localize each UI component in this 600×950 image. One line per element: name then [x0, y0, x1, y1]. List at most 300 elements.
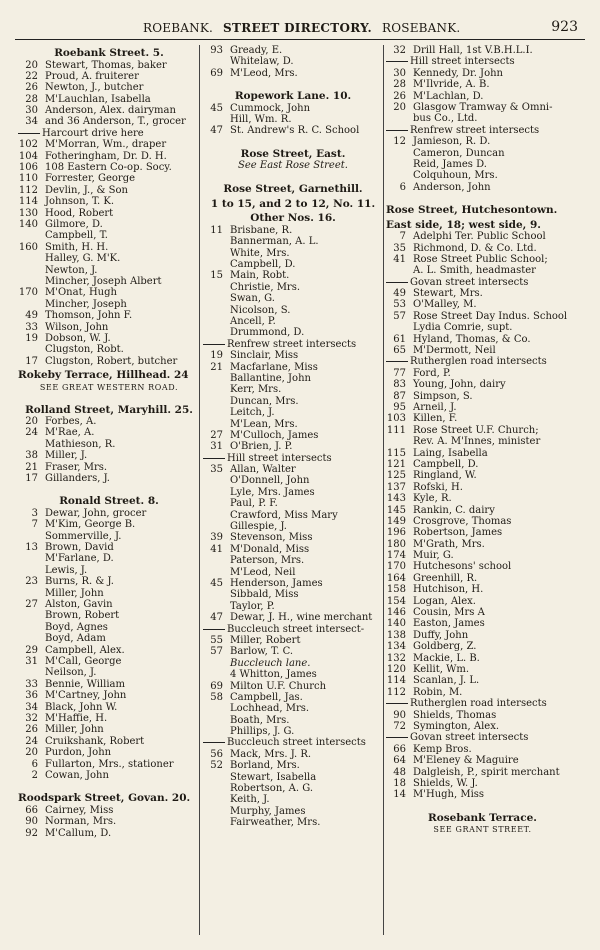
house-number: 35 — [210, 464, 223, 476]
resident-name: Brown, Robert — [45, 610, 120, 622]
resident-name: M'Rae, A. — [45, 427, 95, 439]
street-heading: Other Nos. 16. — [250, 212, 336, 225]
resident-name: Barlow, T. C. — [230, 646, 294, 658]
house-number: 103 — [386, 413, 406, 425]
intersection-line — [386, 277, 579, 288]
directory-entry — [203, 817, 383, 828]
house-number: 47 — [210, 612, 223, 624]
dash-rule — [386, 361, 408, 362]
house-number: 61 — [393, 333, 406, 345]
resident-name: Campbell, D. — [230, 259, 296, 271]
directory-entry — [18, 736, 200, 747]
directory-entry — [18, 633, 200, 644]
resident-name: Colquhoun, Mrs. — [413, 170, 498, 182]
intersection-text: Harcourt drive here — [42, 127, 144, 139]
house-number: 33 — [25, 321, 38, 333]
house-number: 21 — [210, 361, 223, 373]
house-number: 65 — [393, 345, 406, 357]
resident-name: and 36 Anderson, T., grocer — [45, 116, 186, 128]
resident-name: M'Leod, Mrs. — [230, 67, 298, 79]
resident-name: Drummond, D. — [230, 327, 305, 339]
resident-name: Mincher, Joseph — [45, 298, 127, 310]
directory-entry — [386, 596, 579, 607]
resident-name: Lyle, Mrs. James — [230, 486, 315, 498]
header-left: ROEBANK. — [143, 21, 213, 35]
directory-entry — [203, 555, 383, 566]
house-number: 52 — [210, 760, 223, 772]
directory-entry — [18, 565, 200, 576]
directory-entry — [18, 599, 200, 610]
house-number: 24 — [25, 427, 38, 439]
house-number: 2 — [31, 769, 38, 781]
intersection-text: Rutherglen road intersects — [410, 356, 547, 368]
directory-entry — [203, 692, 383, 703]
directory-entry — [18, 473, 200, 484]
directory-entry — [386, 653, 579, 664]
resident-name: M'Leod, Neil — [230, 566, 296, 578]
house-number: 69 — [210, 67, 223, 79]
directory-entry — [386, 789, 579, 800]
resident-name: M'Lachlan, D. — [413, 90, 484, 102]
resident-name: Shields, Thomas — [413, 709, 497, 721]
resident-name: M'Call, George — [45, 655, 122, 667]
section-gap — [18, 781, 200, 790]
directory-entry — [203, 114, 383, 125]
resident-name: O'Brien, J. P. — [230, 441, 293, 453]
resident-name: Gilmore, D. — [45, 218, 103, 230]
directory-entry — [203, 658, 383, 669]
directory-entry — [18, 770, 200, 781]
directory-entry — [386, 482, 579, 493]
directory-entry — [386, 710, 579, 721]
resident-name: M'Ilvride, A. B. — [413, 79, 490, 91]
resident-name: Rose Street Public School; — [413, 253, 548, 265]
directory-entry — [386, 254, 579, 265]
resident-name: Laing, Isabella — [413, 447, 488, 459]
house-number: 134 — [386, 641, 406, 653]
resident-name: White, Mrs. — [230, 247, 290, 259]
resident-name: M'Hugh, Miss — [413, 789, 485, 801]
directory-entry — [18, 816, 200, 827]
resident-name: Newton, J. — [45, 264, 98, 276]
resident-name: Bennie, William — [45, 678, 125, 690]
house-number: 102 — [18, 139, 38, 151]
directory-entry — [18, 310, 200, 321]
resident-name: Jamieson, R. D. — [413, 136, 491, 148]
intersection-line — [386, 732, 579, 743]
resident-name: Gillanders, J. — [45, 473, 110, 485]
directory-entry — [386, 778, 579, 789]
directory-entry — [18, 828, 200, 839]
directory-entry — [386, 299, 579, 310]
dash-rule — [386, 703, 408, 704]
house-number: 32 — [25, 712, 38, 724]
house-number: 112 — [18, 184, 38, 196]
resident-name: Lewis, J. — [45, 564, 88, 576]
header-right: ROSEBANK. — [382, 21, 461, 35]
dash-rule — [203, 629, 225, 630]
directory-entry — [203, 521, 383, 532]
resident-name: Neilson, J. — [45, 667, 97, 679]
resident-name: Christie, Mrs. — [230, 281, 301, 293]
resident-name: Cousin, Mrs A — [413, 607, 485, 619]
resident-name: Young, John, dairy — [413, 379, 506, 391]
resident-name: M'Grath, Mrs. — [413, 538, 485, 550]
resident-name: Campbell, Alex. — [45, 644, 125, 656]
directory-entry — [18, 508, 200, 519]
directory-entry — [203, 56, 383, 67]
house-number: 112 — [386, 686, 406, 698]
resident-name: Stewart, Thomas, baker — [45, 59, 167, 71]
directory-entry — [386, 505, 579, 516]
resident-name: Johnson, T. K. — [45, 196, 115, 208]
house-number: 47 — [210, 125, 223, 137]
street-heading: Ronald Street. 8. — [59, 495, 159, 508]
resident-name: Hutchison, H. — [413, 584, 484, 596]
directory-entry — [18, 531, 200, 542]
directory-entry — [18, 82, 200, 93]
directory-entry — [18, 416, 200, 427]
directory-entry — [18, 151, 200, 162]
intersection-line — [203, 624, 383, 635]
resident-name: Kennedy, Dr. John — [413, 67, 503, 79]
house-number: 140 — [386, 618, 406, 630]
resident-name: Ballantine, John — [230, 372, 311, 384]
directory-entry — [18, 759, 200, 770]
house-number: 36 — [25, 690, 38, 702]
resident-name: Sommerville, J. — [45, 530, 122, 542]
directory-entry — [18, 299, 200, 310]
directory-entry — [18, 656, 200, 667]
resident-name: Burns, R. & J. — [45, 576, 114, 588]
resident-name: Fullarton, Mrs., stationer — [45, 758, 174, 770]
resident-name: Campbell, Jas. — [230, 691, 303, 703]
resident-name: Purdon, John — [45, 747, 112, 759]
directory-entry — [386, 243, 579, 254]
house-number: 104 — [18, 150, 38, 162]
house-number: 31 — [25, 655, 38, 667]
resident-name: Lydia Comrie, supt. — [413, 322, 513, 334]
resident-name: Thomson, John F. — [45, 310, 133, 322]
directory-entry — [386, 345, 579, 356]
intersection-text: Rutherglen road intersects — [410, 698, 547, 710]
resident-name: Fairweather, Mrs. — [230, 817, 321, 829]
resident-name: Smith, H. H. — [45, 241, 109, 253]
directory-entry — [386, 334, 579, 345]
resident-name: Symington, Alex. — [413, 720, 500, 732]
directory-entry — [203, 487, 383, 498]
house-number: 130 — [18, 207, 38, 219]
column-divider — [383, 45, 384, 935]
page-header — [15, 17, 585, 40]
resident-name: Adelphi Ter. Public School — [413, 231, 546, 243]
house-number: 138 — [386, 629, 406, 641]
resident-name: Buccleuch lane. — [230, 657, 311, 669]
directory-entry — [203, 248, 383, 259]
directory-entry — [386, 721, 579, 732]
resident-name: Boath, Mrs. — [230, 714, 290, 726]
directory-entry — [18, 196, 200, 207]
resident-name: Taylor, P. — [230, 600, 275, 612]
house-number: 87 — [393, 390, 406, 402]
resident-name: Ringland, W. — [413, 470, 477, 482]
resident-name: M'Donald, Miss — [230, 543, 310, 555]
resident-name: Dobson, W. J. — [45, 332, 111, 344]
house-number: 114 — [18, 196, 38, 208]
directory-entry — [386, 391, 579, 402]
resident-name: Fotheringham, Dr. D. H. — [45, 150, 167, 162]
directory-entry — [203, 68, 383, 79]
resident-name: M'Morran, Wm., draper — [45, 139, 167, 151]
directory-entry — [203, 669, 383, 680]
directory-entry — [18, 645, 200, 656]
directory-entry — [18, 94, 200, 105]
resident-name: Simpson, S. — [413, 390, 473, 402]
directory-entry — [386, 470, 579, 481]
directory-entry — [203, 749, 383, 760]
house-number: 66 — [393, 743, 406, 755]
street-heading: Rosebank Terrace. — [428, 811, 537, 824]
resident-name: Ford, P. — [413, 367, 451, 379]
directory-entry — [203, 635, 383, 646]
resident-name: Paterson, Mrs. — [230, 555, 305, 567]
directory-entry — [18, 287, 200, 298]
directory-entry — [386, 148, 579, 159]
resident-name: bus Co., Ltd. — [413, 113, 478, 125]
directory-entry — [203, 259, 383, 270]
street-heading: Roebank Street. 5. — [54, 47, 164, 59]
directory-entry — [386, 265, 579, 276]
house-number: 66 — [25, 804, 38, 816]
section-gap — [386, 193, 579, 202]
resident-name: Rose Street U.F. Church; — [413, 424, 539, 436]
directory-entry — [18, 356, 200, 367]
directory-entry — [18, 713, 200, 724]
resident-name: Norman, Mrs. — [45, 816, 117, 828]
resident-name: Arneil, J. — [413, 402, 457, 413]
house-number: 24 — [25, 735, 38, 747]
directory-entry — [18, 230, 200, 241]
resident-name: Hyland, Thomas, & Co. — [413, 333, 531, 345]
intersection-text: Renfrew street intersects — [227, 338, 357, 350]
resident-name: Miller, J. — [45, 450, 88, 462]
street-heading: Rolland Street, Maryhill. 25. — [25, 403, 193, 416]
directory-entry — [18, 173, 200, 184]
resident-name: Cameron, Duncan — [413, 147, 505, 159]
directory-entry — [18, 724, 200, 735]
resident-name: M'Lauchlan, Isabella — [45, 93, 151, 105]
resident-name: Main, Robt. — [230, 270, 290, 282]
directory-entry — [18, 667, 200, 678]
directory-entry — [18, 588, 200, 599]
house-number: 145 — [386, 504, 406, 516]
house-number: 26 — [25, 724, 38, 736]
directory-entry — [203, 589, 383, 600]
intersection-text: Buccleuch street intersects — [227, 737, 366, 749]
house-number: 106 — [18, 162, 38, 174]
dash-rule — [203, 458, 225, 459]
directory-entry — [18, 116, 200, 127]
house-number: 32 — [393, 45, 406, 56]
directory-entry — [18, 242, 200, 253]
directory-entry — [203, 703, 383, 714]
directory-entry — [18, 253, 200, 264]
directory-entry — [18, 519, 200, 530]
directory-entry — [18, 462, 200, 473]
house-number: 125 — [386, 470, 406, 482]
house-number: 19 — [210, 350, 223, 362]
resident-name: Hutchesons' school — [413, 561, 512, 573]
house-number: 154 — [386, 595, 406, 607]
resident-name: Whitelaw, D. — [230, 56, 294, 68]
resident-name: 4 Whitton, James — [230, 669, 317, 681]
house-number: 23 — [25, 576, 38, 588]
directory-entry — [203, 760, 383, 771]
directory-entry — [386, 561, 579, 572]
directory-entry — [18, 622, 200, 633]
house-number: 164 — [386, 572, 406, 584]
intersection-line — [386, 356, 579, 367]
directory-entry — [18, 690, 200, 701]
intersection-text: Hill street intersects — [227, 452, 332, 464]
resident-name: Ancell, P. — [230, 315, 276, 327]
directory-column-3 — [386, 45, 579, 934]
house-number: 26 — [25, 82, 38, 94]
directory-entry — [386, 322, 579, 333]
house-number: 140 — [18, 218, 38, 230]
resident-name: Murphy, James — [230, 805, 306, 817]
resident-name: Borland, Mrs. — [230, 760, 300, 772]
resident-name: O'Donnell, John — [230, 475, 310, 487]
resident-name: Wilson, John — [45, 321, 109, 333]
resident-name: Black, John W. — [45, 701, 118, 713]
directory-entry — [203, 225, 383, 236]
house-number: 12 — [393, 136, 406, 148]
resident-name: Easton, James — [413, 618, 485, 630]
directory-entry — [386, 91, 579, 102]
resident-name: M'Onat, Hugh — [45, 287, 117, 299]
resident-name: Crosgrove, Thomas — [413, 515, 512, 527]
directory-entry — [386, 516, 579, 527]
resident-name: Cruikshank, Robert — [45, 735, 145, 747]
resident-name: Mackie, L. B. — [413, 652, 480, 664]
resident-name: Nicolson, S. — [230, 304, 291, 316]
resident-name: Fraser, Mrs. — [45, 461, 108, 473]
section-gap — [203, 172, 383, 181]
resident-name: Brown, David — [45, 542, 114, 554]
house-number: 20 — [25, 59, 38, 71]
intersection-line — [203, 737, 383, 748]
resident-name: Boyd, Adam — [45, 633, 106, 645]
directory-entry — [18, 71, 200, 82]
directory-entry — [203, 45, 383, 56]
resident-name: Kemp Bros. — [413, 743, 472, 755]
house-number: 146 — [386, 607, 406, 619]
resident-name: St. Andrew's R. C. School — [230, 125, 360, 137]
header-title: STREET DIRECTORY. — [223, 21, 372, 35]
house-number: 158 — [386, 584, 406, 596]
street-heading: East side, 18; west side, 9. — [386, 218, 541, 231]
resident-name: Bannerman, A. L. — [230, 236, 319, 248]
directory-entry — [203, 103, 383, 114]
street-heading: Rose Street, East. — [240, 147, 346, 160]
house-number: 83 — [393, 379, 406, 391]
house-number: 29 — [25, 644, 38, 656]
resident-name: Campbell, D. — [413, 458, 479, 470]
directory-entry — [386, 311, 579, 322]
directory-entry — [386, 448, 579, 459]
intersection-text: Hill street intersects — [410, 56, 515, 68]
house-number: 58 — [210, 691, 223, 703]
directory-entry — [386, 402, 579, 413]
directory-entry — [18, 805, 200, 816]
directory-entry — [18, 60, 200, 71]
house-number: 22 — [25, 70, 38, 82]
house-number: 149 — [386, 515, 406, 527]
resident-name: M'Lean, Mrs. — [230, 418, 298, 430]
directory-entry — [203, 646, 383, 657]
house-number: 90 — [393, 709, 406, 721]
directory-entry — [18, 105, 200, 116]
house-number: 34 — [25, 116, 38, 128]
resident-name: Sinclair, Miss — [230, 350, 299, 362]
house-number: 137 — [386, 481, 406, 493]
directory-entry — [386, 413, 579, 424]
house-number: 111 — [386, 424, 406, 436]
resident-name: Macfarlane, Miss — [230, 361, 318, 373]
resident-name: O'Malley, M. — [413, 299, 477, 311]
directory-entry — [386, 744, 579, 755]
resident-name: Stevenson, Miss — [230, 532, 313, 544]
house-number: 41 — [393, 253, 406, 265]
directory-entry — [18, 322, 200, 333]
directory-entry — [18, 162, 200, 173]
house-number: 180 — [386, 538, 406, 550]
directory-entry — [203, 532, 383, 543]
directory-entry — [203, 236, 383, 247]
house-number: 20 — [393, 101, 406, 113]
resident-name: M'Cartney, John — [45, 690, 127, 702]
dash-rule — [386, 130, 408, 131]
resident-name: Gillespie, J. — [230, 521, 287, 533]
street-heading: Rokeby Terrace, Hillhead. 24 — [18, 369, 189, 382]
resident-name: Boyd, Agnes — [45, 621, 108, 633]
directory-entry — [386, 539, 579, 550]
directory-entry — [203, 441, 383, 452]
resident-name: M'Farlane, D. — [45, 553, 114, 565]
resident-name: Kerr, Mrs. — [230, 384, 282, 396]
directory-entry — [386, 573, 579, 584]
house-number: 143 — [386, 493, 406, 505]
intersection-text: Buccleuch street intersect- — [227, 623, 365, 635]
directory-entry — [18, 344, 200, 355]
house-number: 6 — [31, 758, 38, 770]
directory-entry — [18, 439, 200, 450]
house-number: 160 — [18, 241, 38, 253]
directory-entry — [386, 550, 579, 561]
intersection-line — [203, 453, 383, 464]
resident-name: Crawford, Miss Mary — [230, 509, 338, 521]
resident-name: Scanlan, J. L. — [413, 675, 480, 687]
house-number: 72 — [393, 720, 406, 732]
cross-reference-note: SEE GRANT STREET. — [433, 825, 532, 835]
resident-name: Dewar, John, grocer — [45, 507, 147, 519]
intersection-text: Renfrew street intersects — [410, 124, 540, 136]
house-number: 49 — [393, 288, 406, 300]
house-number: 170 — [18, 287, 38, 299]
resident-name: Rofski, H. — [413, 481, 463, 493]
directory-entry — [203, 498, 383, 509]
